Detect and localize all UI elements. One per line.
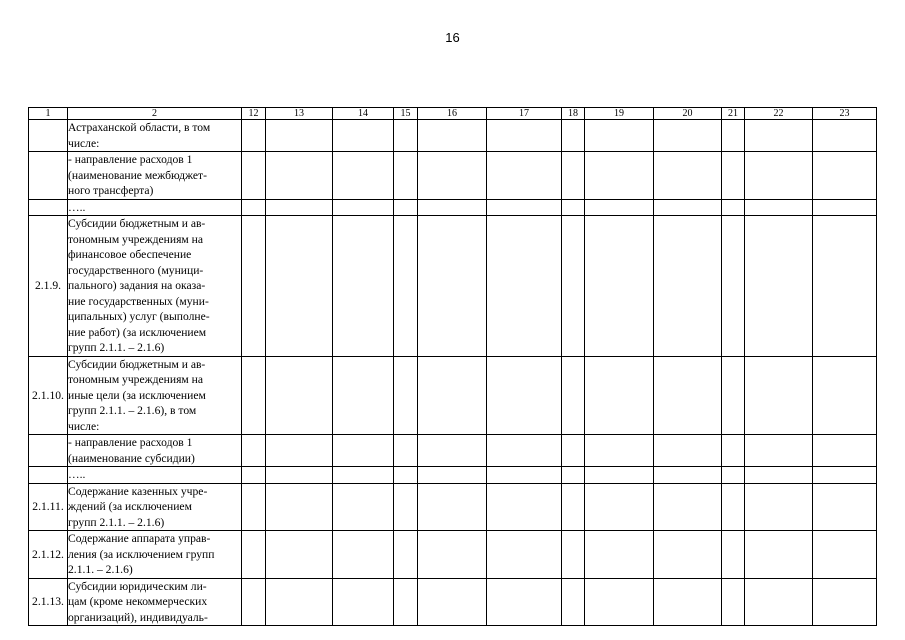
value-cell bbox=[654, 356, 722, 435]
value-cell bbox=[394, 356, 418, 435]
value-cell bbox=[333, 435, 394, 467]
value-cell bbox=[333, 356, 394, 435]
value-cell bbox=[394, 120, 418, 152]
value-cell bbox=[562, 467, 585, 484]
column-number: 17 bbox=[487, 108, 562, 120]
table-row bbox=[29, 152, 877, 200]
value-cell bbox=[654, 483, 722, 531]
value-cell bbox=[242, 435, 266, 467]
column-number-row bbox=[29, 108, 877, 120]
value-cell bbox=[562, 356, 585, 435]
value-cell bbox=[654, 531, 722, 579]
column-number: 15 bbox=[394, 108, 418, 120]
row-number bbox=[29, 152, 68, 200]
column-number: 21 bbox=[722, 108, 745, 120]
value-cell bbox=[813, 199, 877, 216]
value-cell bbox=[722, 216, 745, 357]
column-number: 18 bbox=[562, 108, 585, 120]
value-cell bbox=[585, 483, 654, 531]
value-cell bbox=[266, 120, 333, 152]
value-cell bbox=[722, 120, 745, 152]
value-cell bbox=[745, 578, 813, 626]
value-cell bbox=[722, 483, 745, 531]
value-cell bbox=[418, 467, 487, 484]
value-cell bbox=[418, 199, 487, 216]
value-cell bbox=[722, 152, 745, 200]
value-cell bbox=[333, 216, 394, 357]
value-cell bbox=[722, 578, 745, 626]
value-cell bbox=[722, 435, 745, 467]
column-number: 13 bbox=[266, 108, 333, 120]
row-number: 2.1.12. bbox=[29, 531, 68, 579]
value-cell bbox=[722, 199, 745, 216]
value-cell bbox=[242, 467, 266, 484]
value-cell bbox=[745, 467, 813, 484]
value-cell bbox=[242, 356, 266, 435]
value-cell bbox=[418, 483, 487, 531]
table-row bbox=[29, 531, 877, 579]
value-cell bbox=[266, 483, 333, 531]
value-cell bbox=[562, 216, 585, 357]
value-cell bbox=[562, 199, 585, 216]
value-cell bbox=[654, 152, 722, 200]
value-cell bbox=[562, 152, 585, 200]
row-description: - направление расходов 1 (наименование субсидии) bbox=[68, 435, 242, 467]
value-cell bbox=[745, 531, 813, 579]
value-cell bbox=[487, 199, 562, 216]
value-cell bbox=[418, 435, 487, 467]
value-cell bbox=[585, 467, 654, 484]
row-description: Содержание аппарата управ- ления (за исключением групп 2.1.1. – 2.1.6) bbox=[68, 531, 242, 579]
value-cell bbox=[654, 120, 722, 152]
value-cell bbox=[585, 152, 654, 200]
column-number: 19 bbox=[585, 108, 654, 120]
value-cell bbox=[487, 578, 562, 626]
value-cell bbox=[813, 356, 877, 435]
table-row bbox=[29, 216, 877, 357]
value-cell bbox=[813, 467, 877, 484]
value-cell bbox=[745, 152, 813, 200]
value-cell bbox=[654, 578, 722, 626]
column-number: 1 bbox=[29, 108, 68, 120]
value-cell bbox=[242, 216, 266, 357]
value-cell bbox=[562, 120, 585, 152]
value-cell bbox=[813, 435, 877, 467]
row-number: 2.1.11. bbox=[29, 483, 68, 531]
row-description: - направление расходов 1 (наименование межбюджет- ного трансферта) bbox=[68, 152, 242, 200]
value-cell bbox=[585, 578, 654, 626]
value-cell bbox=[333, 531, 394, 579]
value-cell bbox=[418, 152, 487, 200]
value-cell bbox=[266, 216, 333, 357]
value-cell bbox=[562, 578, 585, 626]
value-cell bbox=[745, 216, 813, 357]
value-cell bbox=[813, 531, 877, 579]
row-description: Субсидии юридическим ли- цам (кроме некоммерческих организаций), индивидуаль- bbox=[68, 578, 242, 626]
value-cell bbox=[585, 216, 654, 357]
column-number: 14 bbox=[333, 108, 394, 120]
value-cell bbox=[394, 467, 418, 484]
value-cell bbox=[654, 467, 722, 484]
value-cell bbox=[487, 435, 562, 467]
value-cell bbox=[242, 152, 266, 200]
value-cell bbox=[266, 356, 333, 435]
page-number: 16 bbox=[445, 30, 460, 45]
value-cell bbox=[266, 467, 333, 484]
value-cell bbox=[562, 531, 585, 579]
value-cell bbox=[813, 120, 877, 152]
row-number bbox=[29, 199, 68, 216]
table-row bbox=[29, 435, 877, 467]
row-description: Субсидии бюджетным и ав- тономным учреждениям на финансовое обеспечение государственного (муници- пального) задания на оказа- ние государственных (муни- ципальных) услуг (выполне- ние работ) (за исключением групп 2.1.1. – 2.1.6) bbox=[68, 216, 242, 357]
value-cell bbox=[562, 435, 585, 467]
row-number: 2.1.13. bbox=[29, 578, 68, 626]
value-cell bbox=[242, 483, 266, 531]
value-cell bbox=[418, 356, 487, 435]
value-cell bbox=[394, 531, 418, 579]
value-cell bbox=[418, 578, 487, 626]
value-cell bbox=[487, 483, 562, 531]
value-cell bbox=[394, 152, 418, 200]
value-cell bbox=[333, 483, 394, 531]
value-cell bbox=[487, 216, 562, 357]
table-row bbox=[29, 120, 877, 152]
value-cell bbox=[562, 483, 585, 531]
value-cell bbox=[745, 483, 813, 531]
row-description: Субсидии бюджетным и ав- тономным учреждениям на иные цели (за исключением групп 2.1.1. – 2.1.6), в том числе: bbox=[68, 356, 242, 435]
value-cell bbox=[394, 216, 418, 357]
value-cell bbox=[266, 152, 333, 200]
value-cell bbox=[654, 199, 722, 216]
row-number bbox=[29, 435, 68, 467]
row-description: ….. bbox=[68, 199, 242, 216]
row-number: 2.1.10. bbox=[29, 356, 68, 435]
table-row bbox=[29, 356, 877, 435]
value-cell bbox=[487, 120, 562, 152]
value-cell bbox=[722, 467, 745, 484]
column-number: 2 bbox=[68, 108, 242, 120]
value-cell bbox=[242, 120, 266, 152]
value-cell bbox=[266, 531, 333, 579]
value-cell bbox=[418, 120, 487, 152]
value-cell bbox=[585, 531, 654, 579]
value-cell bbox=[585, 120, 654, 152]
value-cell bbox=[487, 531, 562, 579]
value-cell bbox=[722, 356, 745, 435]
value-cell bbox=[266, 435, 333, 467]
value-cell bbox=[418, 216, 487, 357]
budget-table bbox=[28, 107, 877, 626]
row-description: ….. bbox=[68, 467, 242, 484]
row-description: Астраханской области, в том числе: bbox=[68, 120, 242, 152]
value-cell bbox=[585, 356, 654, 435]
value-cell bbox=[813, 152, 877, 200]
column-number: 12 bbox=[242, 108, 266, 120]
value-cell bbox=[333, 152, 394, 200]
value-cell bbox=[585, 199, 654, 216]
value-cell bbox=[394, 483, 418, 531]
value-cell bbox=[813, 216, 877, 357]
column-number: 22 bbox=[745, 108, 813, 120]
value-cell bbox=[745, 199, 813, 216]
value-cell bbox=[813, 578, 877, 626]
value-cell bbox=[333, 199, 394, 216]
value-cell bbox=[242, 531, 266, 579]
value-cell bbox=[487, 356, 562, 435]
table-row bbox=[29, 578, 877, 626]
value-cell bbox=[654, 435, 722, 467]
value-cell bbox=[745, 120, 813, 152]
column-number: 16 bbox=[418, 108, 487, 120]
table-row bbox=[29, 199, 877, 216]
value-cell bbox=[333, 467, 394, 484]
value-cell bbox=[745, 356, 813, 435]
value-cell bbox=[333, 120, 394, 152]
value-cell bbox=[394, 578, 418, 626]
value-cell bbox=[487, 152, 562, 200]
row-number bbox=[29, 120, 68, 152]
row-number bbox=[29, 467, 68, 484]
value-cell bbox=[394, 199, 418, 216]
value-cell bbox=[654, 216, 722, 357]
value-cell bbox=[242, 199, 266, 216]
row-description: Содержание казенных учре- ждений (за исключением групп 2.1.1. – 2.1.6) bbox=[68, 483, 242, 531]
table-row bbox=[29, 483, 877, 531]
value-cell bbox=[585, 435, 654, 467]
value-cell bbox=[333, 578, 394, 626]
value-cell bbox=[266, 578, 333, 626]
value-cell bbox=[394, 435, 418, 467]
value-cell bbox=[487, 467, 562, 484]
table-row bbox=[29, 467, 877, 484]
row-number: 2.1.9. bbox=[29, 216, 68, 357]
value-cell bbox=[418, 531, 487, 579]
column-number: 23 bbox=[813, 108, 877, 120]
value-cell bbox=[722, 531, 745, 579]
value-cell bbox=[242, 578, 266, 626]
value-cell bbox=[813, 483, 877, 531]
value-cell bbox=[266, 199, 333, 216]
column-number: 20 bbox=[654, 108, 722, 120]
value-cell bbox=[745, 435, 813, 467]
